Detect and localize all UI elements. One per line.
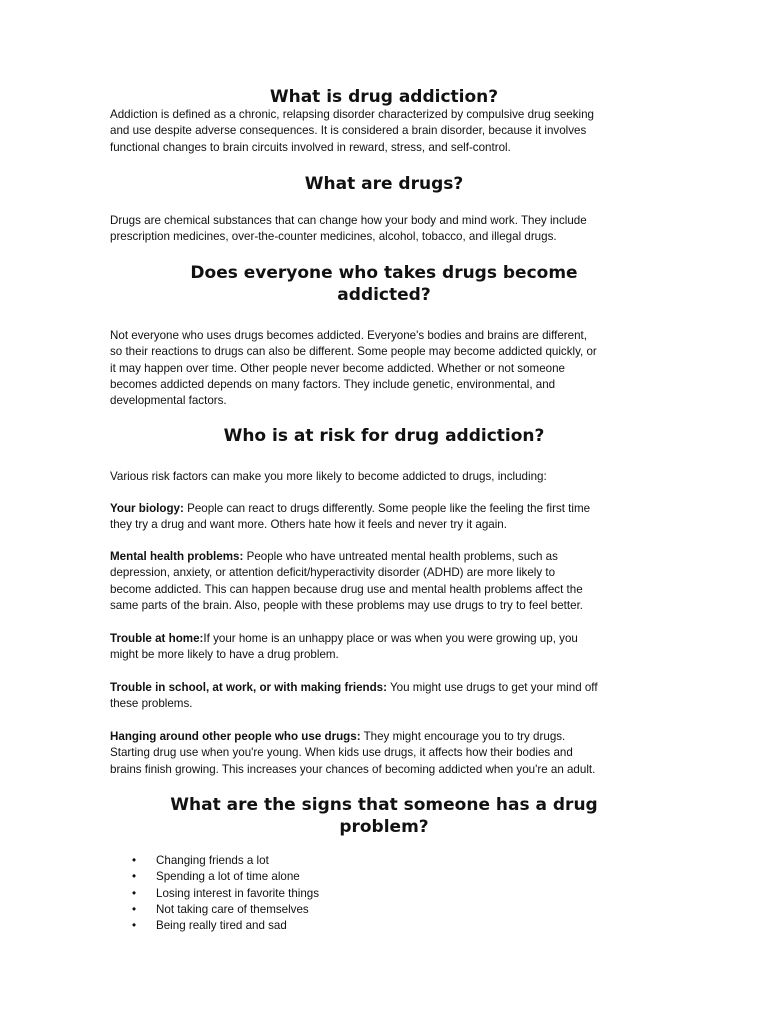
text-line: functional changes to brain circuits involved in reward, stress, and self-control. xyxy=(110,140,511,154)
list-item xyxy=(110,918,319,934)
factor-text: You might use drugs to get your mind off xyxy=(387,681,598,694)
text-line: depression, anxiety, or attention deficit/hyperactivity disorder (ADHD) are more likely to xyxy=(110,566,556,580)
bullet-icon: • xyxy=(132,854,137,867)
risk-factor-trouble-in-school xyxy=(110,680,598,713)
factor-title: Hanging around other people who use drugs: xyxy=(110,730,361,743)
risk-factor-peers xyxy=(110,729,595,778)
factor-text: They might encourage you to try drugs. xyxy=(360,730,566,743)
list-item-text: Changing friends a lot xyxy=(156,854,269,867)
factor-text: People who have untreated mental health problems, such as xyxy=(243,550,558,563)
factor-text: People can react to drugs differently. Some people like the feeling the first time xyxy=(183,502,591,515)
bullet-icon: • xyxy=(132,870,137,884)
risk-factor-trouble-at-home xyxy=(110,631,578,664)
heading-what-is-drug-addiction: What is drug addiction? xyxy=(269,87,499,107)
factor-title: Mental health problems: xyxy=(110,550,244,563)
factor-title: Trouble in school, at work, or with making friends: xyxy=(110,681,387,694)
paragraph-drugs xyxy=(110,213,587,246)
heading-line: addicted? xyxy=(337,285,431,305)
list-item xyxy=(110,886,319,902)
factor-title: Your biology: xyxy=(110,502,184,515)
paragraph-definition xyxy=(110,107,594,156)
text-line: Various risk factors can make you more likely to become addicted to drugs, including: xyxy=(110,470,547,483)
text-line: might be more likely to have a drug problem. xyxy=(110,648,339,662)
list-item-text: Spending a lot of time alone xyxy=(156,870,300,884)
list-item xyxy=(110,869,319,885)
paragraph-risk-intro xyxy=(110,469,547,485)
risk-factor-mental-health xyxy=(110,549,583,614)
risk-factor-biology xyxy=(110,501,590,534)
bullet-icon: • xyxy=(132,886,137,900)
list-item xyxy=(110,853,319,869)
text-line: Not everyone who uses drugs becomes addicted. Everyone's bodies and brains are different, xyxy=(110,329,587,342)
text-line: Starting drug use when you're young. When kids use drugs, it affects how their bodies and xyxy=(110,746,573,760)
text-line: and use despite adverse consequences. It is considered a brain disorder, because it involves xyxy=(110,124,587,138)
factor-text: If your home is an unhappy place or was when you were growing up, you xyxy=(203,632,578,645)
heading-line: What are the signs that someone has a drug xyxy=(170,795,598,815)
text-line: become addicted. This can happen because drug use and mental health problems affect the xyxy=(110,582,583,596)
list-item-text: Being really tired and sad xyxy=(156,919,287,933)
text-line: Addiction is defined as a chronic, relapsing disorder characterized by compulsive drug seeking xyxy=(110,108,594,121)
text-line: becomes addicted depends on many factors. They include genetic, environmental, and xyxy=(110,377,556,391)
text-line: they try a drug and want more. Others hate how it feels and never try it again. xyxy=(110,518,507,532)
text-line: brains finish growing. This increases your chances of becoming addicted when you're an adult. xyxy=(110,762,596,776)
text-line: developmental factors. xyxy=(110,394,227,408)
list-item-text: Losing interest in favorite things xyxy=(156,886,320,900)
heading-signs-of-drug-problem xyxy=(0,794,768,838)
paragraph-not-everyone xyxy=(110,328,597,409)
heading-who-is-at-risk: Who is at risk for drug addiction? xyxy=(223,426,545,446)
factor-title: Trouble at home: xyxy=(110,632,204,645)
text-line: it may happen over time. Other people never become addicted. Whether or not someone xyxy=(110,361,565,375)
signs-list xyxy=(110,853,319,934)
text-line: so their reactions to drugs can also be different. Some people may become addicted quickly, or xyxy=(110,345,597,359)
heading-what-are-drugs: What are drugs? xyxy=(304,174,464,194)
bullet-icon: • xyxy=(132,919,137,933)
text-line: Drugs are chemical substances that can change how your body and mind work. They include xyxy=(110,214,587,227)
text-line: same parts of the brain. Also, people with these problems may use drugs to try to feel better. xyxy=(110,598,584,612)
bullet-icon: • xyxy=(132,902,137,916)
list-item-text: Not taking care of themselves xyxy=(156,902,309,916)
text-line: prescription medicines, over-the-counter medicines, alcohol, tobacco, and illegal drugs. xyxy=(110,230,557,244)
heading-line: problem? xyxy=(339,817,429,837)
list-item xyxy=(110,902,319,918)
heading-line: Does everyone who takes drugs become xyxy=(190,263,578,283)
heading-everyone-addicted xyxy=(0,262,768,306)
text-line: these problems. xyxy=(110,697,193,711)
